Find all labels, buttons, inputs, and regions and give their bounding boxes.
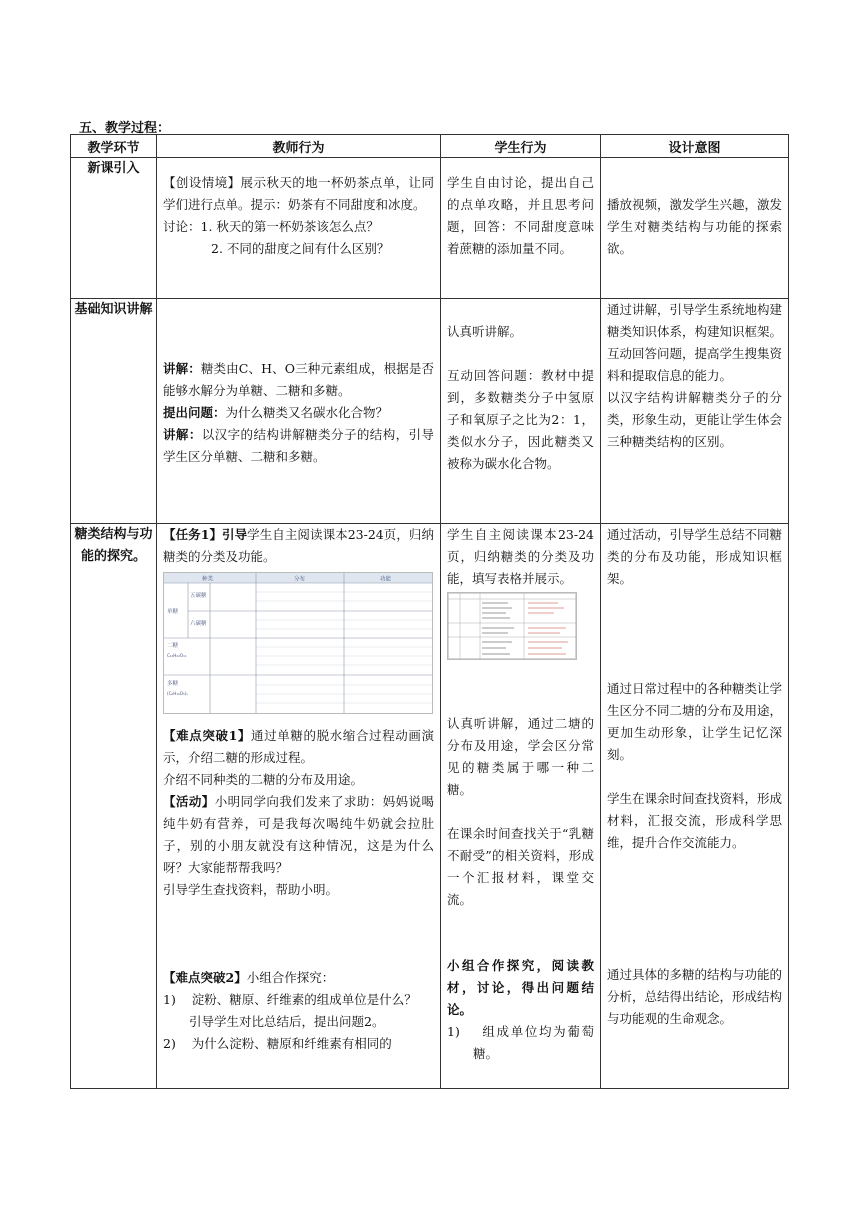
stage-intro: 新课引入	[71, 158, 157, 299]
task1-text: 学生自主阅读课本23-24页，归纳糖类的分类及功能。	[163, 527, 434, 564]
stage-basics: 基础知识讲解	[71, 299, 157, 524]
thumb-row-di: 二糖	[167, 643, 179, 649]
difficulty-1-text: 通过单糖的脱水缩合过程动画演示，介绍二糖的形成过程。	[163, 728, 434, 765]
stage-explore: 糖类结构与功能的探究。	[71, 524, 157, 1089]
explain-1: 糖类由C、H、O三种元素组成，根据是否能够水解分为单糖、二糖和多糖。	[163, 361, 434, 398]
thumb-head-type: 种类	[202, 576, 214, 583]
thumb-formula-poly: (C₆H₁₀O₅)ₙ	[167, 691, 189, 696]
intent-cell-explore	[601, 524, 789, 1089]
tag-task1: 【任务1】引导	[163, 527, 248, 542]
table-row	[71, 299, 789, 524]
intent-explore-4: 通过具体的多糖的结构与功能的分析，总结得出结论，形成结构与功能观的生命观念。	[607, 967, 783, 1026]
tag-activity: 【活动】	[163, 794, 215, 809]
intent-basics-1: 通过讲解，引导学生系统地构建糖类知识体系，构建知识框架。	[607, 302, 783, 339]
student-cell-explore	[441, 524, 601, 1089]
tag-difficulty-2: 【难点突破2】	[163, 970, 247, 985]
activity-text: 小明同学向我们发来了求助：妈妈说喝纯牛奶有营养，可是我每次喝纯牛奶就会拉肚子，别的小朋友就没有这种情况，这是为什么呀？大家能帮帮我吗？	[163, 794, 434, 875]
teacher-cell-intro	[157, 158, 441, 299]
thumb-row-poly: 多糖	[167, 681, 179, 687]
header-stage: 教学环节	[71, 135, 157, 158]
explain-2: 以汉字的结构讲解糖类分子的结构，引导学生区分单糖、二糖和多糖。	[163, 427, 434, 464]
intent-basics-3: 以汉字结构讲解糖类分子的分类，形象生动，更能让学生体会三种糖类结构的区别。	[607, 390, 783, 449]
q1-text: 淀粉、糖原、纤维素的组成单位是什么？	[191, 992, 417, 1007]
table-row	[71, 158, 789, 299]
difficulty-1-extra: 介绍不同种类的二糖的分布及用途。	[163, 772, 364, 787]
student-explore-4: 小组合作探究，阅读教材，讨论，得出问题结论。	[447, 958, 594, 1017]
discussion-q2: 2. 不同的甜度之间有什么区别？	[211, 241, 390, 256]
table-row	[71, 524, 789, 1089]
student-explore-1: 学生自主阅读课本23-24页，归纳糖类的分类及功能，填写表格并展示。	[447, 527, 594, 586]
teacher-cell-basics	[157, 299, 441, 524]
thumb-row-hexose: 六碳糖	[190, 621, 207, 627]
header-student: 学生行为	[441, 135, 601, 158]
q1-number: 1)	[163, 992, 176, 1007]
q2-text: 为什么淀粉、糖原和纤维素有相同的	[191, 1036, 392, 1051]
student-explore-3: 在课余时间查找关于“乳糖不耐受”的相关资料，形成一个汇报材料，课堂交流。	[447, 826, 594, 907]
thumb-head-function: 功能	[380, 576, 392, 583]
label-explain-2: 讲解：	[163, 427, 202, 442]
teacher-intro-text: 展示秋天的地一杯奶茶点单，让同学们进行点单。提示：奶茶有不同甜度和冰度。	[163, 175, 434, 212]
student-explore-5: 组成单位均为葡萄糖。	[473, 1024, 594, 1061]
tag-difficulty-1: 【难点突破1】	[163, 728, 251, 743]
intent-explore-2: 通过日常过程中的各种糖类让学生区分不同二塘的分布及用途，更加生动形象，让学生记忆深刻。	[607, 681, 783, 762]
sugar-classification-table-image	[163, 572, 433, 714]
s5-number: 1)	[447, 1024, 460, 1039]
table-header-row	[71, 135, 789, 158]
student-cell-basics	[441, 299, 601, 524]
teacher-cell-explore	[157, 524, 441, 1089]
student-explore-2: 认真听讲解，通过二塘的分布及用途，学会区分常见的糖类属于哪一种二糖。	[447, 716, 594, 797]
student-cell-intro	[441, 158, 601, 299]
label-explain-1: 讲解：	[163, 361, 201, 376]
intent-explore-1: 通过活动，引导学生总结不同糖类的分布及功能，形成知识框架。	[607, 527, 783, 586]
discussion-label: 讨论：	[163, 219, 201, 234]
question-text: 为什么糖类又名碳水化合物？	[225, 405, 389, 420]
thumb-row-pentose: 五碳糖	[190, 593, 207, 599]
header-intent: 设计意图	[601, 135, 789, 158]
label-question: 提出问题：	[163, 405, 226, 420]
discussion-q1: 1. 秋天的第一杯奶茶该怎么点？	[200, 219, 379, 234]
intent-intro-text: 播放视频，激发学生兴趣，激发学生对糖类结构与功能的探索欲。	[607, 197, 783, 256]
thumb-formula-di: C₁₂H₂₂O₁₁	[167, 653, 187, 658]
student-intro-text: 学生自由讨论，提出自己的点单攻略，并且思考问题，回答：不同甜度意味着蔗糖的添加量不同。	[447, 175, 594, 256]
tag-scenario: 【创设情境】	[163, 175, 241, 190]
teaching-process-table	[70, 134, 789, 1089]
intent-cell-intro	[601, 158, 789, 299]
student-basics-1: 认真听讲解。	[447, 324, 523, 339]
intent-explore-3: 学生在课余时间查找资料，形成材料，汇报交流，形成科学思维，提升合作交流能力。	[607, 791, 783, 850]
activity-extra: 引导学生查找资料，帮助小明。	[163, 882, 339, 897]
thumb-head-distribution: 分布	[294, 576, 306, 583]
header-teacher: 教师行为	[157, 135, 441, 158]
difficulty-2-text: 小组合作探究：	[246, 970, 335, 985]
intent-cell-basics	[601, 299, 789, 524]
q2-number: 2)	[163, 1036, 176, 1051]
student-filled-table-image	[447, 592, 577, 660]
student-basics-2: 互动回答问题：教材中提到，多数糖类分子中氢原子和氧原子之比为2：1，类似水分子，因此糖类又被称为碳水化合物。	[447, 368, 594, 471]
intent-basics-2: 互动回答问题，提高学生搜集资料和提取信息的能力。	[607, 346, 783, 383]
section-heading: 五、教学过程：	[79, 121, 171, 136]
q1-followup: 引导学生对比总结后，提出问题2。	[189, 1014, 385, 1029]
thumb-group-mono: 单糖	[167, 609, 179, 615]
